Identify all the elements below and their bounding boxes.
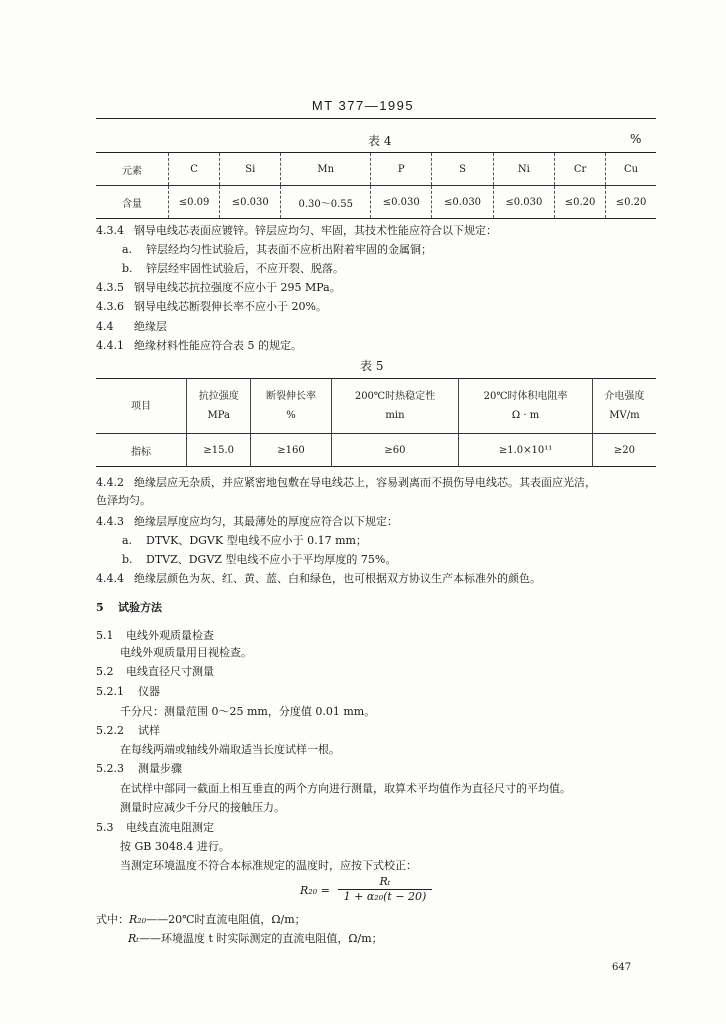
table5-caption: 表 5 bbox=[360, 359, 384, 373]
table4-header-cell: Si bbox=[220, 153, 281, 186]
clause-5-2-2 bbox=[96, 722, 160, 738]
item-4-3-4-a bbox=[122, 241, 432, 257]
table5-header-cell bbox=[96, 379, 187, 434]
clause-5-2-1-body: 千分尺：测量范围 0～25 mm，分度值 0.01 mm。 bbox=[120, 705, 376, 718]
formula-lhs: R₂₀ = bbox=[300, 884, 330, 897]
clause-number: 4.4 bbox=[96, 320, 114, 333]
table4-header-row bbox=[96, 153, 656, 186]
table4-header-cell: Ni bbox=[493, 153, 554, 186]
table4-cell: ≤0.20 bbox=[555, 186, 606, 219]
table4-header-cell: Mn bbox=[281, 153, 371, 186]
clause-5-3-body2: 当测定环境温度不符合本标准规定的温度时，应按下式校正： bbox=[120, 859, 417, 872]
item-text: 锌层经均匀性试验后，其表面不应析出附着牢固的金属铜； bbox=[146, 243, 432, 256]
clause-text: 仪器 bbox=[138, 685, 160, 698]
clause-number: 4.4.3 bbox=[96, 515, 124, 528]
clause-number: 5.2 bbox=[96, 665, 114, 678]
item-letter: a. bbox=[122, 243, 133, 256]
table5-header-line: 项目 bbox=[131, 400, 151, 412]
table5-header-unit: min bbox=[385, 410, 405, 421]
clause-text: 钢导电线芯抗拉强度不应小于 295 MPa。 bbox=[134, 281, 341, 294]
item-text: DTVZ、DGVZ 型电线不应小于平均厚度的 75%。 bbox=[146, 553, 397, 566]
clause-5-2-3-body2: 测量时应减少千分尺的接触压力。 bbox=[120, 801, 285, 814]
clause-5-3 bbox=[96, 819, 214, 835]
table4-cell: ≤0.030 bbox=[220, 186, 281, 219]
table5-header-cell bbox=[331, 379, 459, 434]
table5-header-line: 抗拉强度 bbox=[198, 391, 239, 402]
clause-5-1-body: 电线外观质量用目视检查。 bbox=[120, 646, 252, 659]
clause-number: 4.4.1 bbox=[96, 339, 124, 352]
table4-cell: ≤0.030 bbox=[493, 186, 554, 219]
section-5-heading bbox=[96, 599, 162, 615]
clause-4-3-5 bbox=[96, 279, 341, 295]
clause-text: 绝缘材料性能应符合表 5 的规定。 bbox=[134, 339, 302, 352]
where-rt-text: ——环境温度 t 时实际测定的直流电阻值，Ω/m； bbox=[139, 932, 383, 945]
clause-text: 试样 bbox=[138, 724, 160, 737]
clause-4-3-4 bbox=[96, 222, 497, 238]
clause-5-2-3 bbox=[96, 760, 182, 776]
clause-text: 钢导电线芯表面应镀锌。锌层应均匀、牢固，其技术性能应符合以下规定： bbox=[134, 224, 497, 237]
formula-fraction bbox=[338, 875, 432, 903]
formula-numerator: Rₜ bbox=[338, 875, 432, 890]
clause-text: 电线直流电阻测定 bbox=[126, 821, 214, 834]
clause-5-3-body: 按 GB 3048.4 进行。 bbox=[120, 840, 230, 853]
table4-cell: 0.30～0.55 bbox=[281, 186, 371, 219]
clause-text: 钢导电线芯断裂伸长率不应小于 20%。 bbox=[134, 300, 327, 313]
clause-text: 绝缘层颜色为灰、红、黄、蓝、白和绿色，也可根据双方协议生产本标准外的颜色。 bbox=[134, 572, 541, 585]
table5 bbox=[96, 378, 656, 467]
table5-cell: ≥60 bbox=[331, 434, 459, 467]
table5-header-cell bbox=[459, 379, 592, 434]
page-number: 647 bbox=[612, 962, 632, 973]
clause-text: 电线直径尺寸测量 bbox=[126, 665, 214, 678]
table5-data-row bbox=[96, 434, 656, 467]
clause-text: 测量步骤 bbox=[138, 762, 182, 775]
table5-header-cell bbox=[187, 379, 251, 434]
table5-header-line: 200℃时热稳定性 bbox=[354, 391, 436, 402]
table4-header-cell: P bbox=[371, 153, 432, 186]
clause-number: 5.2.2 bbox=[96, 724, 124, 737]
clause-5-2-3-body: 在试样中部同一截面上相互垂直的两个方向进行测量，取算术平均值作为直径尺寸的平均值。 bbox=[120, 782, 571, 795]
clause-4-4 bbox=[96, 318, 167, 334]
clause-4-4-2-cont: 色泽均匀。 bbox=[96, 494, 151, 507]
clause-5-1 bbox=[96, 627, 214, 643]
item-text: 锌层经牢固性试验后，不应开裂、脱落。 bbox=[146, 262, 344, 275]
item-letter: b. bbox=[122, 553, 133, 566]
clause-number: 4.3.6 bbox=[96, 300, 124, 313]
clause-number: 4.4.4 bbox=[96, 572, 124, 585]
table4-header-cell: C bbox=[169, 153, 220, 186]
table5-cell: ≥20 bbox=[592, 434, 656, 467]
table5-header-cell bbox=[592, 379, 656, 434]
table5-header-unit: % bbox=[286, 410, 296, 421]
header-rule bbox=[96, 118, 656, 119]
section-title: 试验方法 bbox=[118, 601, 162, 614]
table5-header-line: 断裂伸长率 bbox=[266, 391, 317, 402]
clause-text: 绝缘层 bbox=[134, 320, 167, 333]
table4-cell: ≤0.20 bbox=[606, 186, 656, 219]
clause-number: 5.1 bbox=[96, 629, 114, 642]
clause-5-2 bbox=[96, 663, 214, 679]
table5-cell: ≥15.0 bbox=[187, 434, 251, 467]
clause-number: 4.3.4 bbox=[96, 224, 124, 237]
table5-header-line: 20℃时体积电阻率 bbox=[483, 391, 568, 402]
table4-cell: 含量 bbox=[122, 198, 142, 210]
clause-number: 5.2.3 bbox=[96, 762, 124, 775]
clause-4-4-4 bbox=[96, 570, 541, 586]
table5-header-line: 介电强度 bbox=[604, 391, 645, 402]
table4-header-cell: Cr bbox=[555, 153, 606, 186]
where-r20 bbox=[96, 911, 306, 927]
symbol-r20: R₂₀ bbox=[129, 913, 147, 926]
table5-cell: ≥1.0×10¹¹ bbox=[459, 434, 592, 467]
table4-data-row bbox=[96, 186, 656, 219]
item-4-4-3-b bbox=[122, 551, 396, 567]
table5-header-unit: MV/m bbox=[609, 410, 640, 421]
standard-code-header: MT 377—1995 bbox=[311, 98, 415, 113]
symbol-rt: Rₜ bbox=[128, 932, 139, 945]
clause-4-4-1 bbox=[96, 337, 302, 353]
table4-unit: % bbox=[630, 132, 642, 146]
table5-header-unit: MPa bbox=[207, 410, 230, 421]
table4-cell: ≤0.030 bbox=[432, 186, 493, 219]
table5-header-row bbox=[96, 379, 656, 434]
table4-cell: ≤0.09 bbox=[169, 186, 220, 219]
item-letter: b. bbox=[122, 262, 133, 275]
clause-text: 绝缘层厚度应均匀，其最薄处的厚度应符合以下规定： bbox=[134, 515, 398, 528]
table4-cell: ≤0.030 bbox=[371, 186, 432, 219]
clause-4-4-3 bbox=[96, 513, 398, 529]
section-number: 5 bbox=[96, 601, 104, 614]
table5-header-cell bbox=[251, 379, 331, 434]
clause-text: 绝缘层应无杂质，并应紧密地包敷在导电线芯上，容易剥离而不损伤导电线芯。其表面应光洁， bbox=[134, 476, 596, 489]
formula-denominator: 1 + α₂₀(t − 20) bbox=[343, 890, 427, 903]
table5-cell: 指标 bbox=[131, 446, 151, 458]
item-4-3-4-b bbox=[122, 260, 344, 276]
table4-header-cell: S bbox=[432, 153, 493, 186]
clause-text: 电线外观质量检查 bbox=[126, 629, 214, 642]
clause-number: 4.3.5 bbox=[96, 281, 124, 294]
table4-header-cell: 元素 bbox=[96, 153, 169, 186]
where-r20-text: ——20℃时直流电阻值，Ω/m； bbox=[146, 913, 306, 926]
item-text: DTVK、DGVK 型电线不应小于 0.17 mm； bbox=[146, 534, 367, 547]
table5-cell: ≥160 bbox=[251, 434, 331, 467]
clause-4-3-6 bbox=[96, 298, 327, 314]
clause-5-2-1 bbox=[96, 683, 160, 699]
item-4-4-3-a bbox=[122, 532, 367, 548]
clause-number: 4.4.2 bbox=[96, 476, 124, 489]
where-rt bbox=[128, 930, 383, 946]
clause-number: 5.3 bbox=[96, 821, 114, 834]
table4-header-cell: Cu bbox=[606, 153, 656, 186]
clause-number: 5.2.1 bbox=[96, 685, 124, 698]
where-label: 式中： bbox=[96, 913, 129, 926]
clause-4-4-2 bbox=[96, 474, 596, 490]
table4-caption: 表 4 bbox=[368, 134, 392, 148]
table5-header-unit: Ω · m bbox=[511, 410, 540, 421]
clause-5-2-2-body: 在每线两端或轴线外端取适当长度试样一根。 bbox=[120, 743, 340, 756]
table4 bbox=[96, 152, 656, 219]
item-letter: a. bbox=[122, 534, 133, 547]
